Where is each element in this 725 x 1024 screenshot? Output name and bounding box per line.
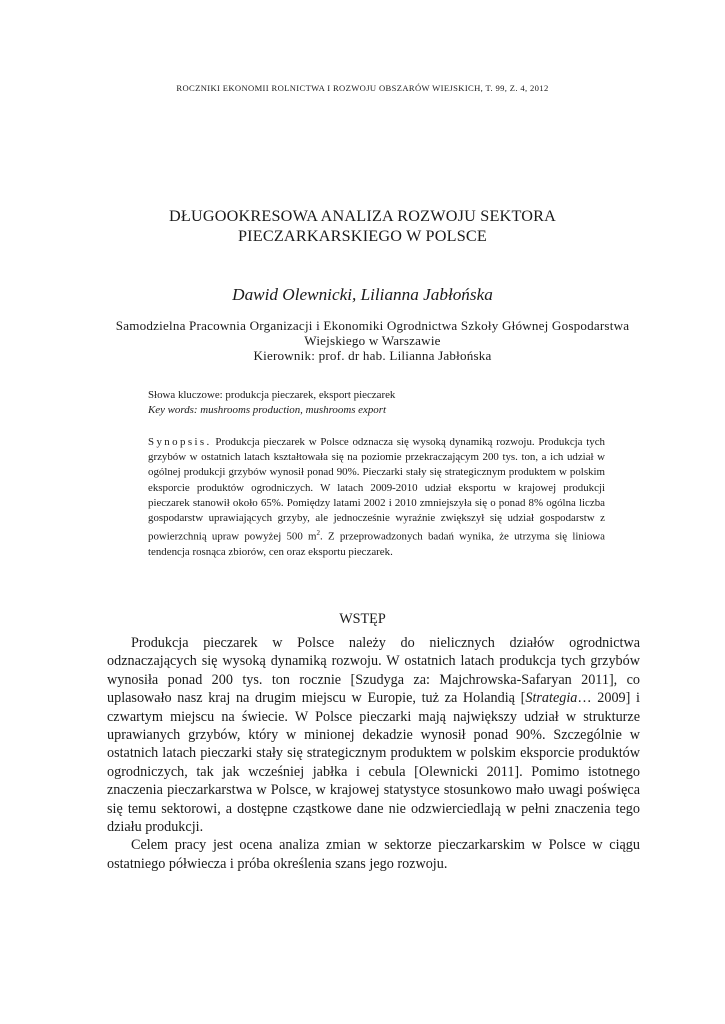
paragraph-2: Celem pracy jest ocena analiza zmian w sektorze pieczarkarskim w Polsce w ciągu ostatniego półwiecza i próba określenia szans jego rozwoju.	[107, 837, 640, 872]
body-text	[107, 634, 640, 873]
synopsis-text-2: . Z przeprowadzonych badań wynika, że utrzyma się liniowa tendencja rosnąca zbiorów, cen oraz eksportu pieczarek.	[148, 530, 606, 559]
running-head: ROCZNIKI EKONOMII ROLNICTWA I ROZWOJU OBSZARÓW WIEJSKICH, T. 99, Z. 4, 2012	[176, 83, 549, 93]
synopsis-label: Synopsis.	[148, 436, 212, 448]
synopsis	[148, 435, 605, 560]
authors: Dawid Olewnicki, Lilianna Jabłońska	[232, 285, 493, 304]
title-line-1: DŁUGOOKRESOWA ANALIZA ROZWOJU SEKTORA	[168, 207, 557, 225]
paragraph-1	[107, 634, 640, 836]
affiliation-line-1: Samodzielna Pracownia Organizacji i Ekonomiki Ogrodnictwa Szkoły Głównej Gospodarstwa	[115, 318, 630, 333]
paragraph-1-part-b: … 2009] i czwartym miejscu na świecie. W Polsce pieczarki mają największy udział w strukturze uprawianych grzybów, który w minionej dekadzie wynosił ponad 90%. Szczególnie w ostatnich latach pieczarki stały się strategicznym produktem w polskim eksporcie produktów ogrodniczych, tak jak wcześniej jabłka i cebula [Olewnicki 2011]. Pomimo istotnego znaczenia pieczarkarstwa w Polsce, w krajowej statystyce stosunkowo mało uwagi poświęca się temu sektorowi, a dostępne cząstkowe dane nie odzwierciedlają w pełni znaczenia tego działu produkcji.	[107, 690, 641, 836]
article-title	[60, 206, 665, 246]
section-heading: WSTĘP	[339, 611, 386, 627]
affiliation-line-3: Kierownik: prof. dr hab. Lilianna Jabłońska	[253, 348, 492, 363]
superscript-2: 2	[316, 529, 321, 538]
synopsis-text-1: Produkcja pieczarek w Polsce odznacza się wysoką dynamiką rozwoju. Produkcja tych grzybów w ostatnich latach kształtowała się na poziomie przekraczającym 200 tys. ton, a ich udział w ogólnej produkcji grzybów wynosił ponad 90%. Pieczarki stały się strategicznym produktem w polskim eksporcie produktów ogrodniczych. W latach 2009-2010 udział eksportu w krajowej produkcji pieczarek stanowił około 65%. Pomiędzy latami 2002 i 2010 zmniejszyła się o ponad 8% ogólna liczba gospodarstw uprawiających grzyby, ale jednocześnie wyraźnie zwiększył się udział gospodarstw z powierzchnią upraw powyżej 500 m	[148, 436, 605, 543]
title-line-2: PIECZARKARSKIEGO W POLSCE	[237, 227, 488, 245]
paragraph-1-part-a: Produkcja pieczarek w Polsce należy do nielicznych działów ogrodnictwa odznaczających się wysoką dynamiką rozwoju. W ostatnich latach produkcja tych grzybów wynosiła ponad 200 tys. ton rocznie [Szudyga za: Majchrowska-Safaryan 2011], co uplasowało nasz kraj na drugim miejscu w Europie, tuż za Holandią [	[107, 635, 640, 707]
affiliation	[100, 318, 645, 363]
citation-italic: Strategia	[525, 690, 578, 707]
keywords-polish: Słowa kluczowe: produkcja pieczarek, eksport pieczarek	[148, 389, 396, 401]
keywords-english: Key words: mushrooms production, mushrooms export	[148, 404, 386, 416]
affiliation-line-2: Wiejskiego w Warszawie	[304, 333, 441, 348]
